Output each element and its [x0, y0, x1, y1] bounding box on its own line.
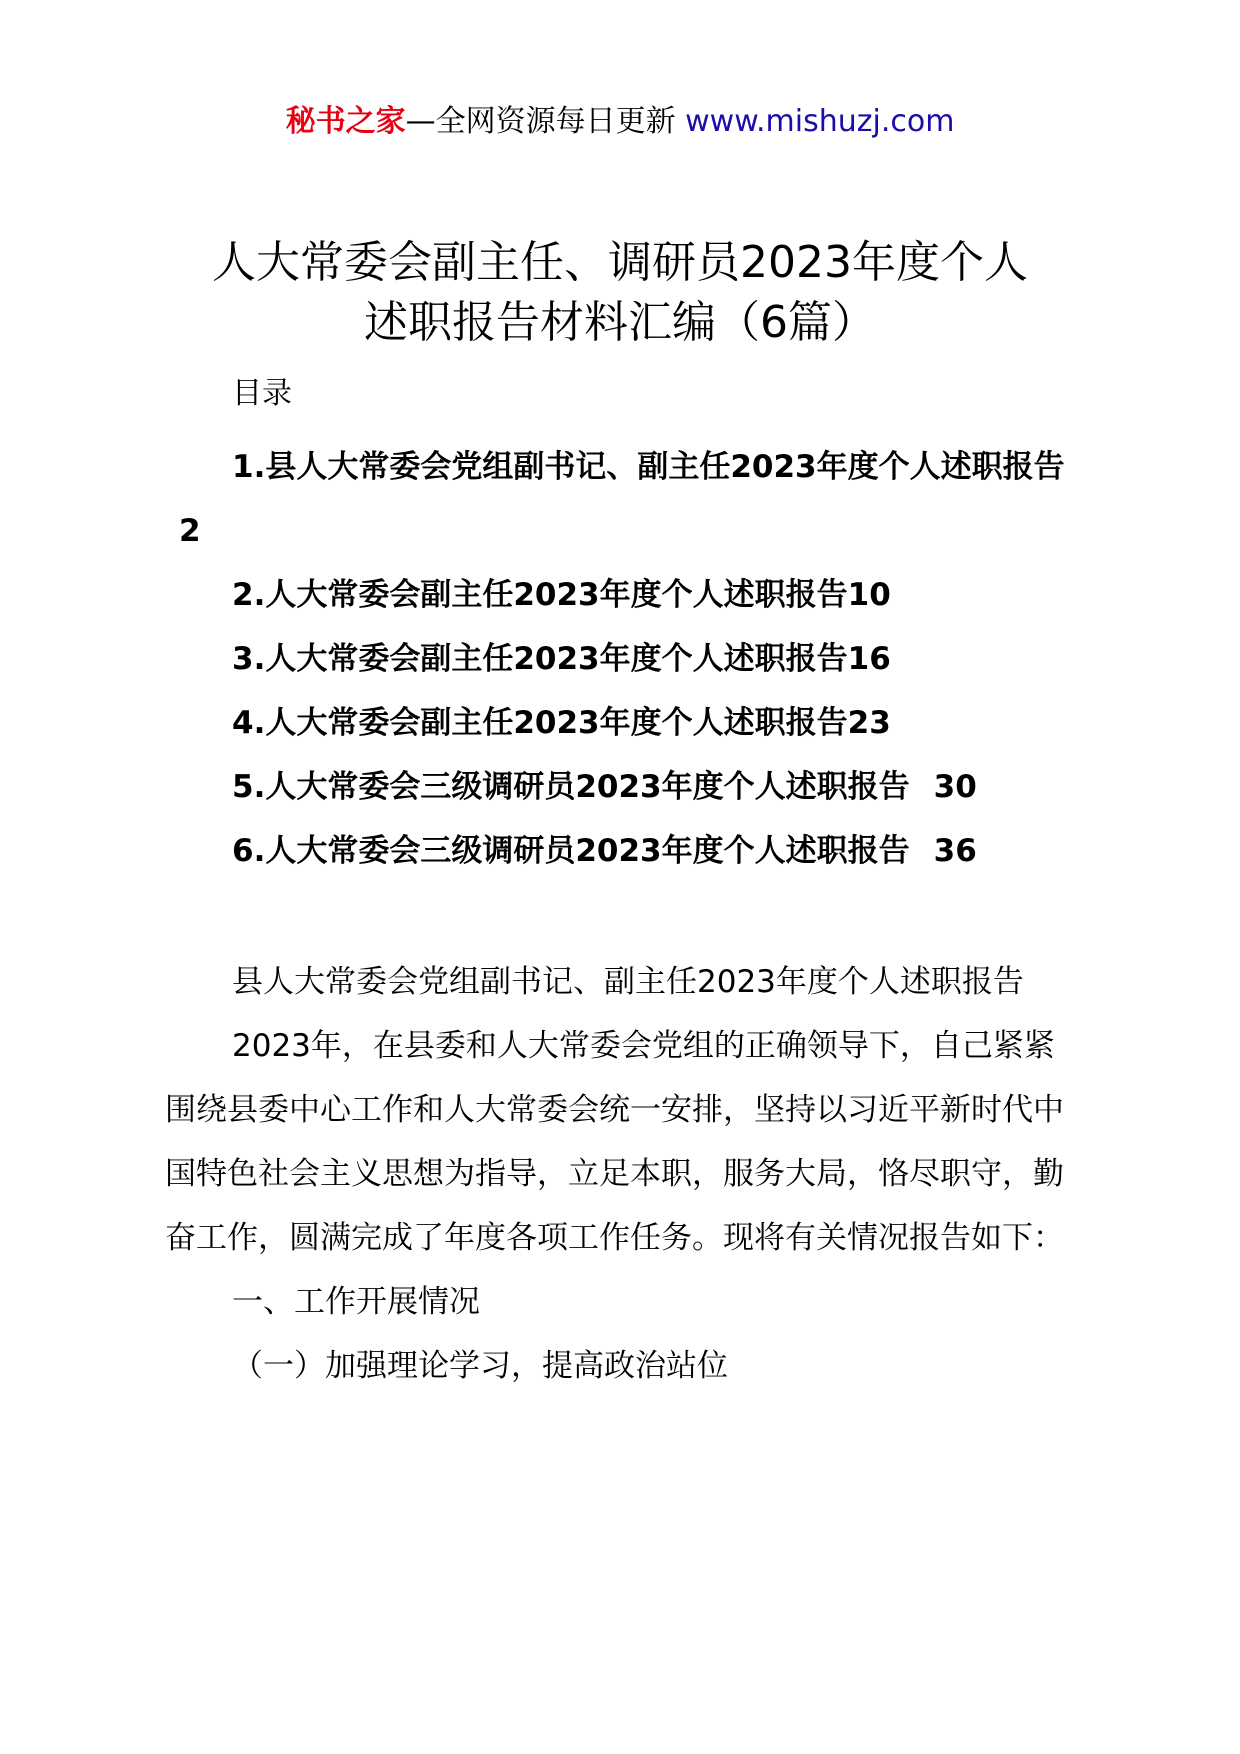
toc-item[interactable] — [165, 435, 1080, 563]
toc-item-text: 1.县人大常委会党组副书记、副主任2023年度个人述职报告 — [232, 449, 1065, 485]
toc-item[interactable] — [165, 563, 1080, 627]
toc-item[interactable] — [165, 691, 1080, 755]
toc-item-text: 4.人大常委会副主任2023年度个人述职报告 — [232, 705, 848, 741]
brand-name: 秘书之家 — [285, 104, 406, 139]
site-header — [0, 100, 1240, 144]
toc-item-page: 10 — [847, 577, 891, 613]
site-url-link[interactable]: www.mishuzj.com — [685, 104, 955, 139]
document-title — [150, 233, 1090, 353]
toc-item-page: 30 — [933, 769, 977, 805]
toc-item-text: 6.人大常委会三级调研员2023年度个人述职报告 — [232, 833, 910, 869]
section-heading: 一、工作开展情况 — [232, 1284, 480, 1320]
toc-heading: 目录 — [232, 376, 292, 411]
toc-item[interactable] — [165, 627, 1080, 691]
document-title-line-1: 人大常委会副主任、调研员2023年度个人 — [212, 237, 1028, 288]
subsection-heading: （一）加强理论学习，提高政治站位 — [232, 1348, 728, 1384]
toc-item[interactable] — [165, 819, 1080, 883]
toc-item-text: 2.人大常委会副主任2023年度个人述职报告 — [232, 577, 848, 613]
article-title: 县人大常委会党组副书记、副主任2023年度个人述职报告 — [232, 964, 1024, 1000]
toc-item-text: 3.人大常委会副主任2023年度个人述职报告 — [232, 641, 848, 677]
article-body — [165, 950, 1085, 1398]
header-tagline: —全网资源每日更新 — [405, 104, 676, 139]
toc-item[interactable] — [165, 755, 1080, 819]
document-title-line-2: 述职报告材料汇编（6篇） — [364, 297, 876, 348]
table-of-contents — [165, 435, 1080, 883]
toc-item-page: 16 — [847, 641, 891, 677]
intro-paragraph: 2023年，在县委和人大常委会党组的正确领导下，自己紧紧围绕县委中心工作和人大常委会统一安排，坚持以习近平新时代中国特色社会主义思想为指导，立足本职，服务大局，恪尽职守，勤奋工作，圆满完成了年度各项工作任务。现将有关情况报告如下： — [165, 1028, 1064, 1256]
toc-item-page: 23 — [847, 705, 891, 741]
toc-item-page: 36 — [933, 833, 977, 869]
toc-item-page: 2 — [179, 513, 201, 549]
toc-item-text: 5.人大常委会三级调研员2023年度个人述职报告 — [232, 769, 910, 805]
